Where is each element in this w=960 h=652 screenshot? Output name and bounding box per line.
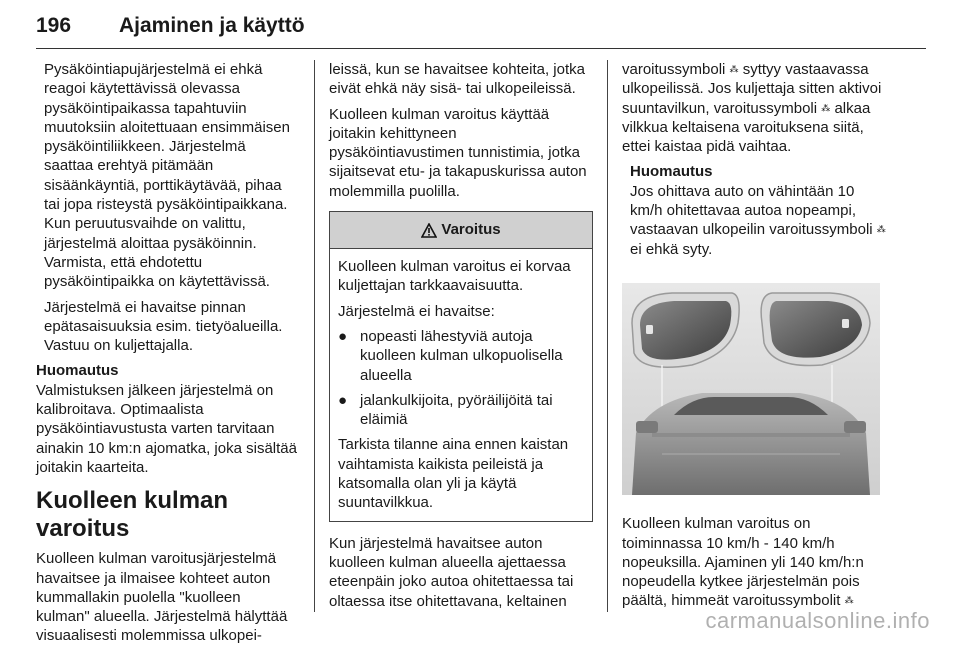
- column-divider: [607, 60, 608, 612]
- warning-body: [330, 249, 592, 521]
- paragraph: leissä, kun se havaitsee kohteita, jotka eivät ehkä näy sisä- tai ulkopeileissä.: [329, 61, 585, 98]
- paragraph: Kuolleen kulman varoitus on toiminnassa 10 km/h - 140 km/h nopeuksilla. Ajaminen yli 140 km/h:n nopeudella kytkee järjestelmän pois päältä, himmeät varoitussymbolit ⁂: [622, 515, 864, 610]
- warning-text: Tarkista tilanne aina ennen kaistan vaihtamista kaikista peileistä ja katsomalla olan yli ja käytä suuntavilkkua.: [338, 436, 569, 512]
- list-item-text: jalankulkijoita, pyöräilijöitä tai eläimiä: [360, 391, 553, 429]
- column-1: [36, 60, 298, 652]
- column-divider: [314, 60, 315, 612]
- warning-header: [330, 212, 592, 249]
- car-rear: [632, 393, 870, 495]
- warning-text: Kuolleen kulman varoitus ei korvaa kuljettajan tarkkaavaisuutta.: [338, 258, 571, 295]
- chapter-title: Ajaminen ja käyttö: [119, 14, 305, 37]
- warning-icon: [421, 223, 437, 238]
- section-heading: Kuolleen kulman varoitus: [36, 487, 229, 543]
- page-header: [36, 14, 926, 49]
- paragraph: Kun järjestelmä havaitsee auton kuolleen kulman alueella ajettaessa eteenpäin joko autoa ohitettaessa tai oltaessa itse ohitettavana, keltainen: [329, 534, 574, 610]
- warning-title: Varoitus: [441, 221, 501, 239]
- blind-spot-symbol-icon: [842, 319, 849, 328]
- blind-spot-symbol-icon: ⁂: [844, 595, 854, 606]
- paragraph: Kuolleen kulman varoitusjärjestelmä havaitsee ja ilmaisee kohteet auton kummallakin puolella "kuolleen kulman" alueella. Järjestelmä hälyttää visuaalisesti molemmissa ulkopei-: [36, 550, 288, 645]
- paragraph: varoitussymboli ⁂ syttyy vastaavassa ulkopeilissä. Jos kuljettaja sitten aktivoi suuntavilkun, varoitussymboli ⁂ alkaa vilkkua keltaisena varoituksena siitä, ettei kaistaa pidä vaihtaa.: [622, 61, 882, 156]
- bullet-icon: ●: [338, 391, 348, 409]
- blind-spot-symbol-icon: ⁂: [729, 64, 739, 74]
- note-text: Valmistuksen jälkeen järjestelmä on kalibroitava. Optimaalista pysäköintiavustusta varten tarvitaan ainakin 10 km:n ajomatka, joka sisältää joitakin kaarteita.: [36, 381, 297, 476]
- blind-spot-symbol-icon: ⁂: [876, 224, 886, 235]
- paragraph: Järjestelmä ei havaitse pinnan epätasaisuuksia esim. tietyöalueilla. Vastuu on kuljettajalla.: [44, 298, 283, 355]
- list-item-text: nopeasti lähestyviä autoja kuolleen kulman ulkopuolisella alueella: [360, 327, 563, 384]
- warning-text: Järjestelmä ei havaitse:: [338, 302, 495, 320]
- note-title: Huomautus: [630, 163, 713, 181]
- note-text: Jos ohittava auto on vähintään 10 km/h ohitettavaa autoa nopeampi, vastaavan ulkopeilin varoitussymboli ⁂ ei ehkä syty.: [630, 182, 886, 258]
- column-3: [622, 60, 890, 617]
- blind-spot-symbol-icon: ⁂: [821, 102, 831, 113]
- list-item: [338, 327, 584, 385]
- column-2: [329, 60, 593, 617]
- bullet-icon: ●: [338, 327, 348, 345]
- note-title: Huomautus: [36, 362, 119, 380]
- paragraph: Kuolleen kulman varoitus käyttää joitakin kehittyneen pysäköintiavustimen tunnistimia, jotka sijaitsevat etu- ja takapuskurissa auton molemmilla puolilla.: [329, 105, 587, 200]
- watermark: carmanualsonline.info: [705, 608, 930, 633]
- list-item: [338, 391, 584, 430]
- mirror-illustration: [622, 283, 880, 495]
- blind-spot-symbol-icon: [646, 325, 653, 334]
- note: [622, 162, 890, 258]
- page-number: 196: [36, 14, 72, 37]
- paragraph: Pysäköintiapujärjestelmä ei ehkä reagoi käytettävissä olevassa pysäköintipaikassa tapahtuviin muutoksiin aloitettuaan ensimmäisen pysäköintiliikkeen. Järjestelmä saattaa erehtyä pitämään sisäänkäyntiä, porttikäytävää, pihaa tai jopa risteystä pysäköintipaikkana. Kun peruutusvaihde on valittu, järjestelmä aloittaa pysäköinnin. Varmista, että ehdotettu pysäköintipaikka on käytettävissä.: [44, 61, 290, 291]
- warning-box: [329, 211, 593, 522]
